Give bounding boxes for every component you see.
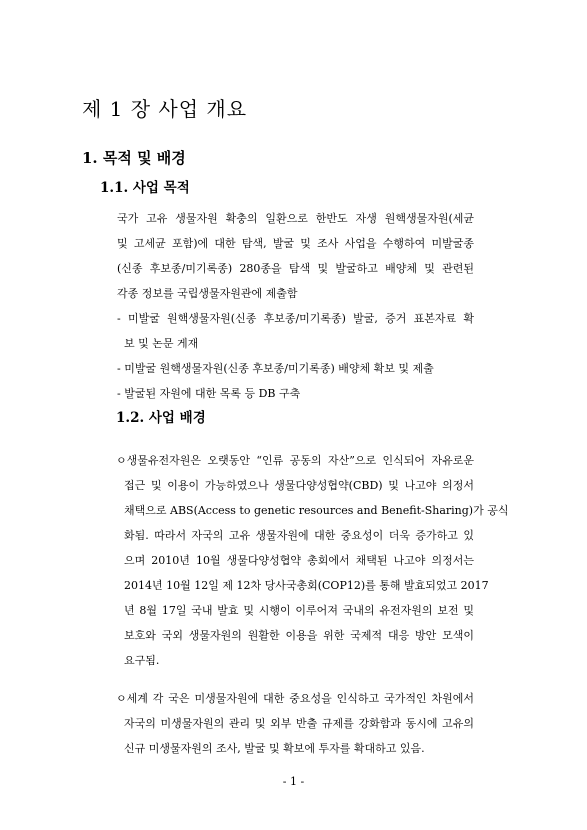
purpose-line: (신종 후보종/미기록종) 280종을 탐색 및 발굴하고 배양체 및 관련된	[117, 262, 474, 275]
background-para1-line: 2014년 10월 12일 제 12차 당사국총회(COP12)를 통해 발효되었고 2017	[124, 579, 489, 592]
purpose-line: 국가 고유 생물자원 확충의 일환으로 한반도 자생 원핵생물자원(세균	[117, 212, 474, 225]
background-para1-line: 화됨. 따라서 자국의 고유 생물자원에 대한 중요성이 더욱 증가하고 있	[124, 529, 474, 542]
purpose-bullet: - 미발굴 원핵생물자원(신종 후보종/미기록종) 발굴, 증거 표본자료 확	[117, 312, 474, 325]
purpose-line: 각종 정보를 국립생물자원관에 제출함	[117, 287, 298, 300]
purpose-bullet-continuation: 보 및 논문 게재	[124, 337, 199, 350]
page-number: - 1 -	[282, 775, 305, 788]
background-para1-line: 보호와 국외 생물자원의 원활한 이용을 위한 국제적 대응 방안 모색이	[124, 629, 474, 642]
purpose-bullet: - 발굴된 자원에 대한 목록 등 DB 구축	[117, 387, 301, 400]
background-para1-line: 채택으로 ABS(Access to genetic resources and Benefit-Sharing)가 공식	[124, 504, 509, 517]
subsection-heading-background: 1.2. 사업 배경	[116, 410, 206, 426]
purpose-line: 및 고세균 포함)에 대한 탐색, 발굴 및 조사 사업을 수행하여 미발굴종	[117, 237, 474, 250]
subsection-heading-purpose: 1.1. 사업 목적	[100, 180, 190, 196]
background-para2-line: ㅇ세계 각 국은 미생물자원에 대한 중요성을 인식하고 국가적인 차원에서	[116, 692, 474, 705]
background-para1-line: ㅇ생물유전자원은 오랫동안 “인류 공동의 자산”으로 인식되어 자유로운	[116, 454, 474, 467]
section-heading: 1. 목적 및 배경	[82, 149, 186, 167]
background-para1-line: 접근 및 이용이 가능하였으나 생물다양성협약(CBD) 및 나고야 의정서	[124, 479, 474, 492]
background-para1-line: 년 8월 17일 국내 발효 및 시행이 이루어져 국내의 유전자원의 보전 및	[124, 604, 474, 617]
background-para2-line: 신규 미생물자원의 조사, 발굴 및 확보에 투자를 확대하고 있음.	[124, 742, 425, 755]
purpose-bullet: - 미발굴 원핵생물자원(신종 후보종/미기록종) 배양체 확보 및 제출	[117, 362, 434, 375]
chapter-title: 제 1 장 사업 개요	[82, 97, 248, 121]
background-para2-line: 자국의 미생물자원의 관리 및 외부 반출 규제를 강화함과 동시에 고유의	[124, 717, 474, 730]
background-para1-line: 으며 2010년 10월 생물다양성협약 총회에서 채택된 나고야 의정서는	[124, 554, 474, 567]
background-para1-line: 요구됨.	[124, 654, 160, 667]
